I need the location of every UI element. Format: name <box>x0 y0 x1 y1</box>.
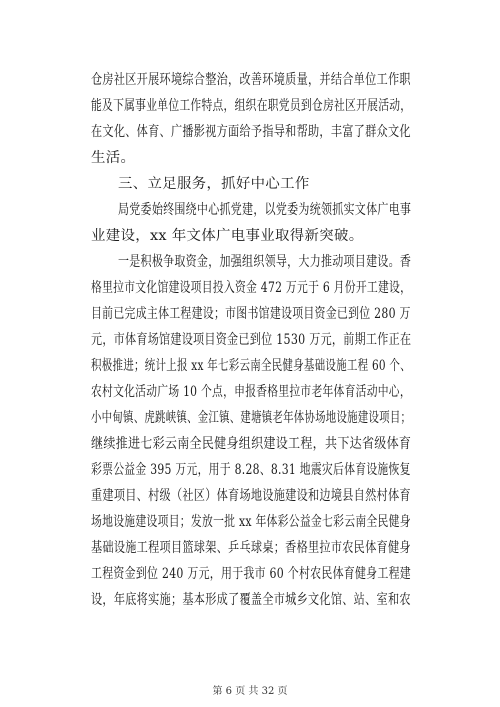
body-line: 元，市体育场馆建设项目资金已到位 1530 万元，前期工作正在 <box>91 332 412 348</box>
body-line: 继续推进七彩云南全民健身组织建设工程，共下达省级体育 <box>91 436 412 452</box>
body-line: 彩票公益金 395 万元，用于 8.28、8.31 地震灾后体育设施恢复 <box>91 462 411 478</box>
body-line: 目前已完成主体工程建设；市图书馆建设项目资金已到位 280 万 <box>91 306 411 322</box>
page-footer: 第 6 页 共 32 页 <box>212 686 288 697</box>
body-line: 重建项目、村级（社区）体育场地设施建设和边境县自然村体育 <box>91 488 411 504</box>
body-line: 局党委始终围绕中心抓党建，以党委为统领抓实文体广电事 <box>118 202 412 218</box>
body-line: 小中甸镇、虎跳峡镇、金江镇、建塘镇老年体协场地设施建设项目； <box>91 410 412 426</box>
body-line: 一是积极争取资金，加强组织领导，大力推动项目建设。香 <box>118 254 412 270</box>
body-line: 能及下属事业单位工作特点，组织在职党员到仓房社区开展活动， <box>91 98 412 114</box>
body-line: 场地设施建设项目；发放一批 xx 年体彩公益金七彩云南全民健身 <box>91 514 411 530</box>
body-line: 农村文化活动广场 10 个点，申报香格里拉市老年体育活动中心， <box>91 384 411 400</box>
body-line: 生活。 <box>91 150 136 166</box>
body-line: 积极推进；统计上报 xx 年七彩云南全民健身基础设施工程 60 个、 <box>91 358 411 374</box>
body-line: 格里拉市文化馆建设项目投入资金 472 万元于 6 月份开工建设， <box>91 280 412 296</box>
body-line: 在文化、体育、广播影视方面给予指导和帮助，丰富了群众文化 <box>91 124 411 140</box>
body-line: 业建设，xx 年文体广电事业取得新突破。 <box>91 228 364 244</box>
body-line: 工程资金到位 240 万元，用于我市 60 个村农民体育健身工程建 <box>91 566 412 582</box>
body-line: 设，年底将实施；基本形成了覆盖全市城乡文化馆、站、室和农 <box>91 592 411 608</box>
section-heading: 三、立足服务，抓好中心工作 <box>118 176 310 192</box>
body-line: 基础设施工程项目篮球架、乒乓球桌；香格里拉市农民体育健身 <box>91 540 411 556</box>
body-line: 仓房社区开展环境综合整治，改善环境质量，并结合单位工作职 <box>91 72 411 88</box>
